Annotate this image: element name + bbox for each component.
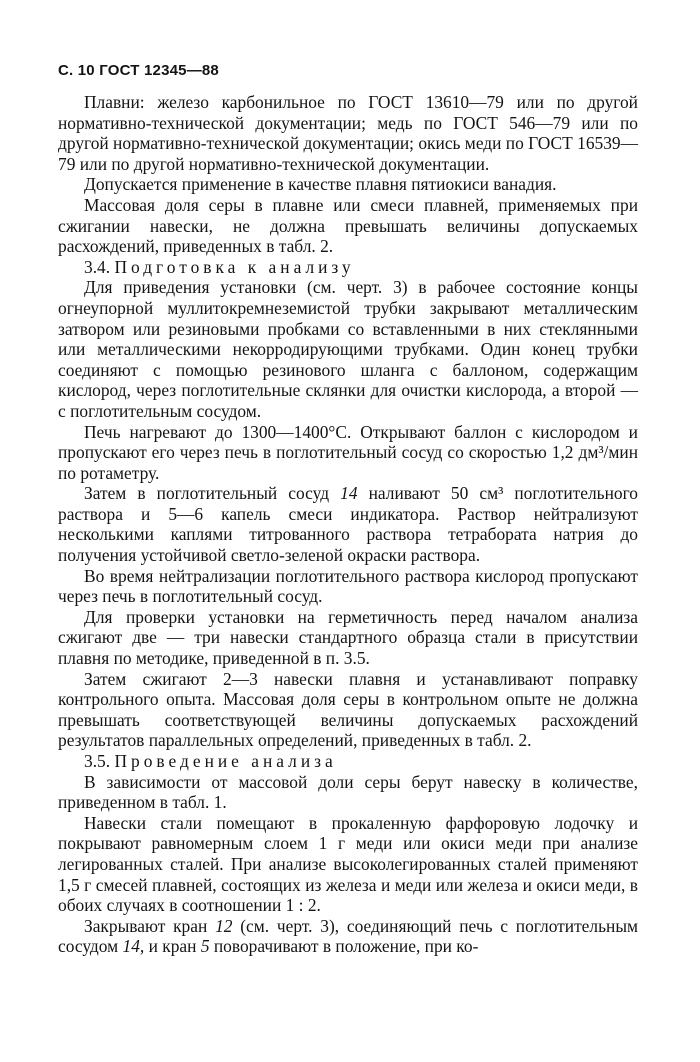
paragraph-leak-check: Для проверки установки на герметичность перед началом анализа сжигают две — три навески стандартного образца стали в присутствии плавня по методике, приведенной в п. 3.5. bbox=[58, 606, 638, 669]
paragraph-close-valves: Закрывают кран 12 (см. черт. 3), соединяющий печь с поглотительным сосудом 14, и кран 5 поворачивают в положение, при ко- bbox=[58, 915, 639, 957]
paragraph-fluxes: Плавни: железо карбонильное по ГОСТ 13610—79 или по другой нормативно-технической документации; медь по ГОСТ 546—79 или по другой нормативно-технической документации; окись меди по ГОСТ 16539—79 или по другой нормативно-технической документации. bbox=[58, 92, 638, 174]
section-number: 3.5. bbox=[84, 751, 111, 771]
paragraph-setup: Для приведения установки (см. черт. 3) в рабочее состояние концы огнеупорной муллитокремнеземистой трубки закрывают металлическим затвором или резиновыми пробками со вставленными в них стеклянными или металлическими некорродирующими трубками. Один конец трубки соединяют с помощью резинового шланга с баллоном, содержащим кислород, через поглотительные склянки для очистки кислорода, а второй — с поглотительным сосудом. bbox=[58, 277, 638, 421]
vessel-number: 14, bbox=[122, 936, 145, 957]
paragraph-absorption-solution: Затем в поглотительный сосуд 14 наливают 50 см³ поглотительного раствора и 5—6 капель смеси индикатора. Раствор нейтрализуют несколькими каплями титрованного раствора тетрабората натрия до получения устойчивой светло-зеленой окраски раствора. bbox=[58, 483, 638, 566]
valve-number: 12 bbox=[215, 915, 233, 936]
vessel-number: 14 bbox=[340, 483, 358, 504]
document-body bbox=[58, 92, 638, 957]
section-number: 3.4. bbox=[84, 256, 111, 277]
section-heading-3-5 bbox=[58, 751, 638, 772]
section-heading-3-4 bbox=[58, 257, 638, 278]
paragraph-sample-mass: В зависимости от массовой доли серы берут навеску в количестве, приведенном в табл. 1. bbox=[58, 771, 638, 813]
paragraph-boat-loading: Навески стали помещают в прокаленную фарфоровую лодочку и покрывают равномерным слоем 1 г меди или окиси меди при анализе легированных сталей. При анализе высоколегированных сталей применяют 1,5 г смесей плавней, состоящих из железа и меди или железа и окиси меди, в обоих случаях в соотношении 1 : 2. bbox=[58, 812, 638, 916]
paragraph-furnace-heating: Печь нагревают до 1300—1400°С. Открывают баллон с кислородом и пропускают его через печь в поглотительный сосуд со скоростью 1,2 дм³/мин по ротаметру. bbox=[58, 421, 638, 483]
paragraph-neutralization: Во время нейтрализации поглотительного раствора кислород пропускают через печь в поглотительный сосуд. bbox=[58, 565, 638, 607]
valve-number: 5 bbox=[200, 936, 210, 957]
section-title: Проведение анализа bbox=[114, 751, 337, 771]
paragraph-blank-correction: Затем сжигают 2—3 навески плавня и устанавливают поправку контрольного опыта. Массовая доля серы в контрольном опыте не должна превышать соответствующей величины допускаемых расхождений результатов параллельных определений, приведенных в табл. 2. bbox=[58, 668, 638, 751]
page-header: С. 10 ГОСТ 12345—88 bbox=[58, 62, 219, 79]
document-page bbox=[58, 62, 638, 957]
paragraph-sulfur-in-flux: Массовая доля серы в плавне или смеси плавней, применяемых при сжигании навески, не должна превышать величины допускаемых расхождений, приведенных в табл. 2. bbox=[58, 194, 638, 257]
section-title: Подготовка к анализу bbox=[114, 256, 355, 277]
paragraph-vanadium: Допускается применение в качестве плавня пятиокиси ванадия. bbox=[84, 174, 557, 195]
